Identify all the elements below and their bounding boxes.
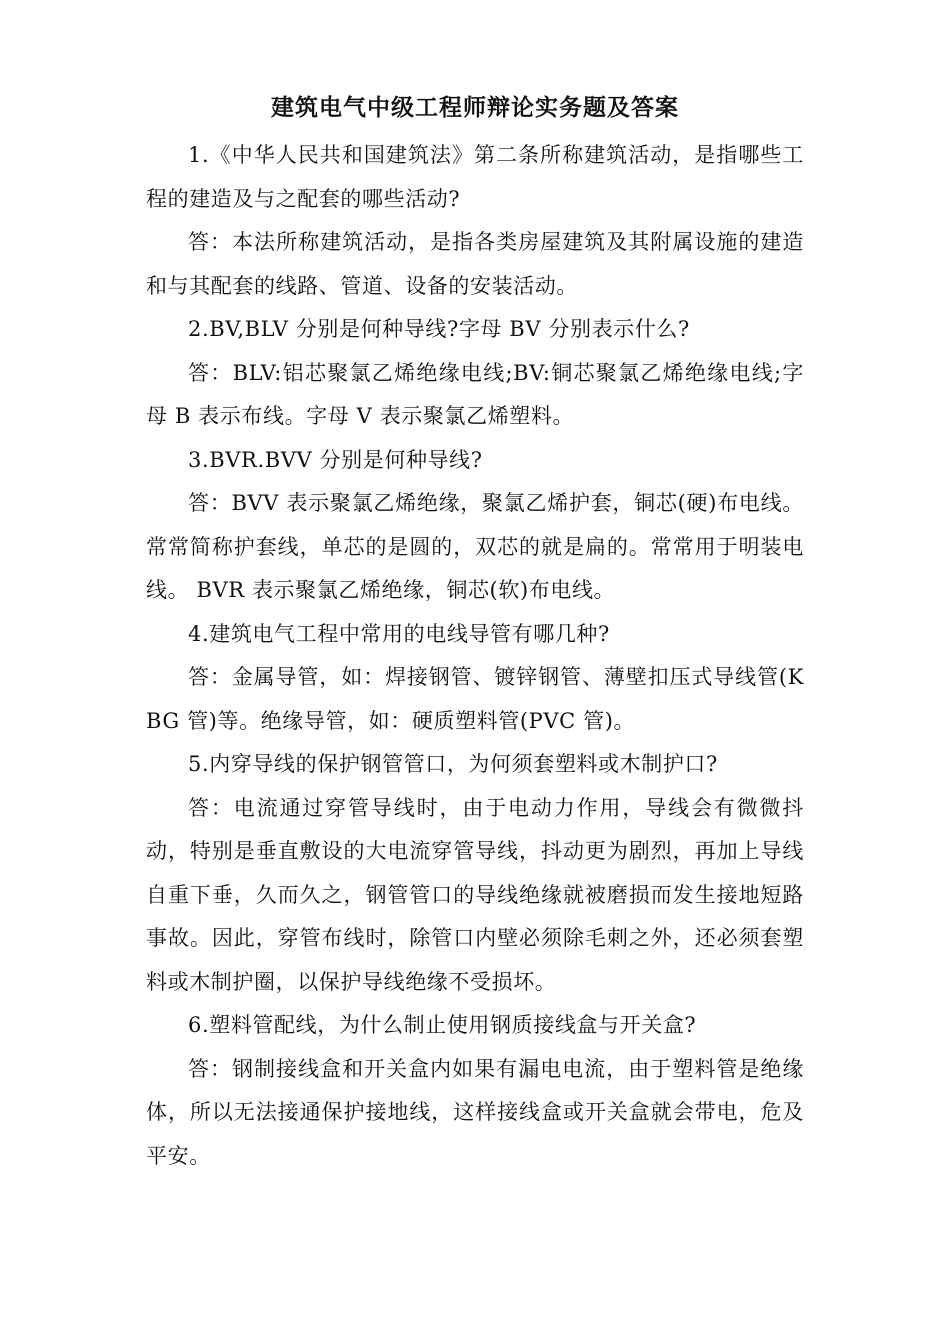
answer-4: 答：金属导管，如：焊接钢管、镀锌钢管、薄壁扣压式导线管(KBG 管)等。绝缘导管，如：硬质塑料管(PVC 管)。 [146,665,804,733]
question-4: 4.建筑电气工程中常用的电线导管有哪几种? [188,621,610,646]
question-3: 3.BVR.BVV 分别是何种导线? [188,447,483,472]
answer-3: 答：BVV 表示聚氯乙烯绝缘，聚氯乙烯护套，铜芯(硬)布电线。常常简称护套线，单芯的是圆的，双芯的就是扁的。常常用于明装电线。 BVR 表示聚氯乙烯绝缘，铜芯(软)布电线。 [146,491,804,602]
document-title: 建筑电气中级工程师辩论实务题及答案 [271,94,679,121]
document-page [146,88,804,1178]
answer-5: 答：电流通过穿管导线时，由于电动力作用，导线会有微微抖动，特别是垂直敷设的大电流穿管导线，抖动更为剧烈，再加上导线自重下垂，久而久之，钢管管口的导线绝缘就被磨损而发生接地短路事故。因此，穿管布线时，除管口内壁必须除毛刺之外，还必须套塑料或木制护圈，以保护导线绝缘不受损坏。 [146,795,804,994]
question-1: 1.《中华人民共和国建筑法》第二条所称建筑活动，是指哪些工程的建造及与之配套的哪些活动? [146,143,804,211]
answer-6: 答：钢制接线盒和开关盒内如果有漏电电流，由于塑料管是绝缘体，所以无法接通保护接地线，这样接线盒或开关盒就会带电，危及平安。 [146,1056,804,1168]
answer-2: 答：BLV:铝芯聚氯乙烯绝缘电线;BV:铜芯聚氯乙烯绝缘电线;字母 B 表示布线。字母 V 表示聚氯乙烯塑料。 [146,360,804,428]
question-2: 2.BV,BLV 分别是何种导线?字母 BV 分别表示什么? [188,317,690,341]
question-6: 6.塑料管配线，为什么制止使用钢质接线盒与开关盒? [188,1013,697,1037]
answer-1: 答：本法所称建筑活动，是指各类房屋建筑及其附属设施的建造和与其配套的线路、管道、设备的安装活动。 [146,230,804,298]
question-5: 5.内穿导线的保护钢管管口，为何须套塑料或木制护口? [188,752,718,776]
